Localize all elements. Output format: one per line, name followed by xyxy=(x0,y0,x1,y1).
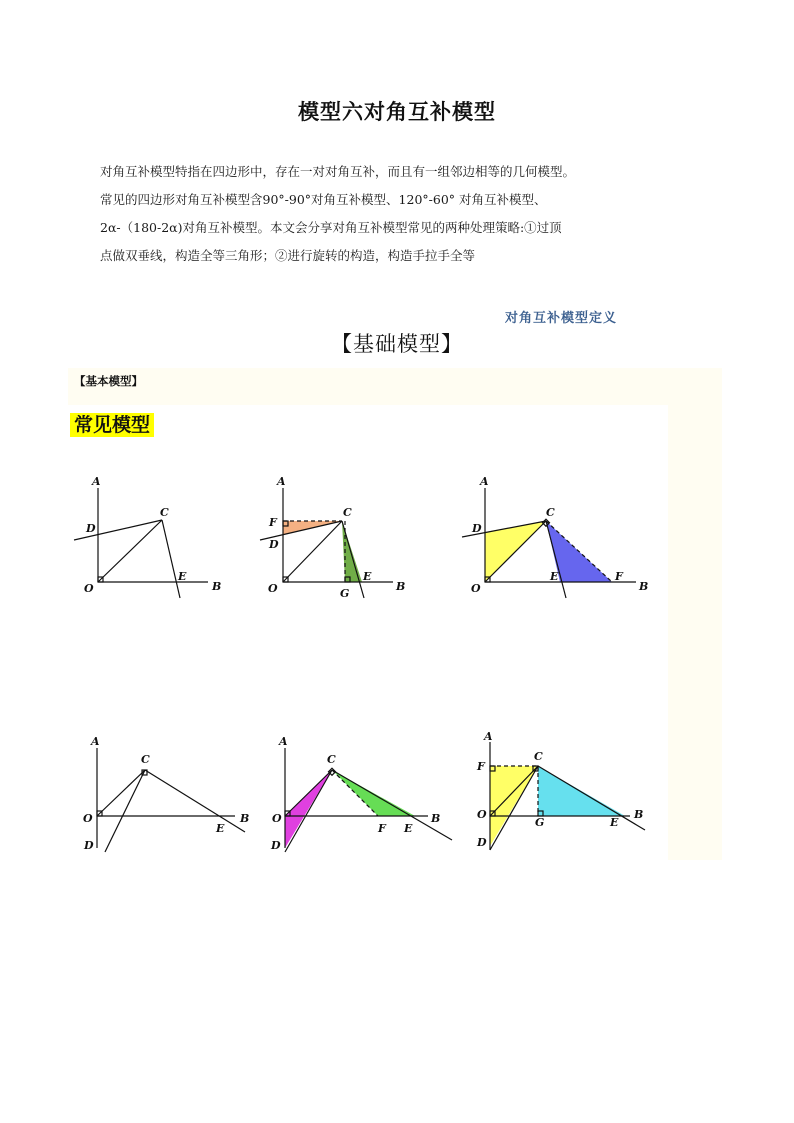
svg-text:D: D xyxy=(271,839,281,852)
svg-text:O: O xyxy=(272,812,282,825)
svg-text:B: B xyxy=(639,580,649,593)
intro-line-2: 常见的四边形对角互补模型含90°-90°对角互补模型、120°-60° 对角互补模型、 xyxy=(100,192,547,207)
svg-text:C: C xyxy=(160,506,169,519)
svg-text:G: G xyxy=(340,587,350,600)
figure-6 xyxy=(490,742,645,850)
svg-text:F: F xyxy=(615,570,623,583)
svg-text:F: F xyxy=(269,516,277,529)
svg-text:F: F xyxy=(477,760,485,773)
intro-line-1: 对角互补模型特指在四边形中，存在一对对角互补，而且有一组邻边相等的几何模型。 xyxy=(100,164,576,179)
svg-text:B: B xyxy=(431,812,441,825)
section-heading: 【基础模型】 xyxy=(331,332,463,356)
svg-text:G: G xyxy=(535,816,545,829)
svg-text:B: B xyxy=(634,808,644,821)
svg-text:C: C xyxy=(546,506,555,519)
figure-5 xyxy=(285,748,452,852)
svg-text:E: E xyxy=(550,570,559,583)
svg-text:O: O xyxy=(268,582,278,595)
figure-2 xyxy=(260,488,393,598)
svg-text:C: C xyxy=(327,753,336,766)
svg-text:C: C xyxy=(343,506,352,519)
svg-text:O: O xyxy=(471,582,481,595)
highlight-tag-text: 常见模型 xyxy=(70,413,154,437)
svg-text:E: E xyxy=(404,822,413,835)
figure-4-labels xyxy=(83,735,249,852)
svg-text:O: O xyxy=(84,582,94,595)
svg-text:A: A xyxy=(92,475,101,488)
svg-text:C: C xyxy=(534,750,543,763)
svg-text:C: C xyxy=(141,753,150,766)
svg-text:E: E xyxy=(363,570,372,583)
svg-text:A: A xyxy=(484,730,493,743)
svg-text:A: A xyxy=(480,475,489,488)
svg-text:F: F xyxy=(378,822,386,835)
svg-text:E: E xyxy=(178,570,187,583)
svg-text:D: D xyxy=(84,839,94,852)
svg-text:B: B xyxy=(396,580,406,593)
svg-text:D: D xyxy=(269,538,279,551)
intro-line-4: 点做双垂线，构造全等三角形；②进行旋转的构造，构造手拉手全等 xyxy=(100,248,476,263)
svg-text:D: D xyxy=(86,522,96,535)
page-title: 模型六对角互补模型 xyxy=(298,99,496,124)
panel-label: 【基本模型】 xyxy=(74,374,143,388)
figure-1-labels xyxy=(84,475,221,595)
intro-line-3: 2α-（180-2α)对角互补模型。本文会分享对角互补模型常见的两种处理策略:①过顶 xyxy=(100,220,562,235)
figure-3 xyxy=(462,488,636,598)
svg-text:E: E xyxy=(216,822,225,835)
svg-text:D: D xyxy=(472,522,482,535)
svg-text:B: B xyxy=(240,812,250,825)
svg-text:D: D xyxy=(477,836,487,849)
svg-text:O: O xyxy=(83,812,93,825)
svg-text:A: A xyxy=(91,735,100,748)
figure-4 xyxy=(97,748,245,852)
svg-text:E: E xyxy=(610,816,619,829)
definition-link[interactable]: 对角互补模型定义 xyxy=(505,311,618,326)
svg-text:B: B xyxy=(212,580,222,593)
figure-1 xyxy=(74,488,208,598)
svg-text:A: A xyxy=(277,475,286,488)
svg-text:A: A xyxy=(279,735,288,748)
svg-text:O: O xyxy=(477,808,487,821)
